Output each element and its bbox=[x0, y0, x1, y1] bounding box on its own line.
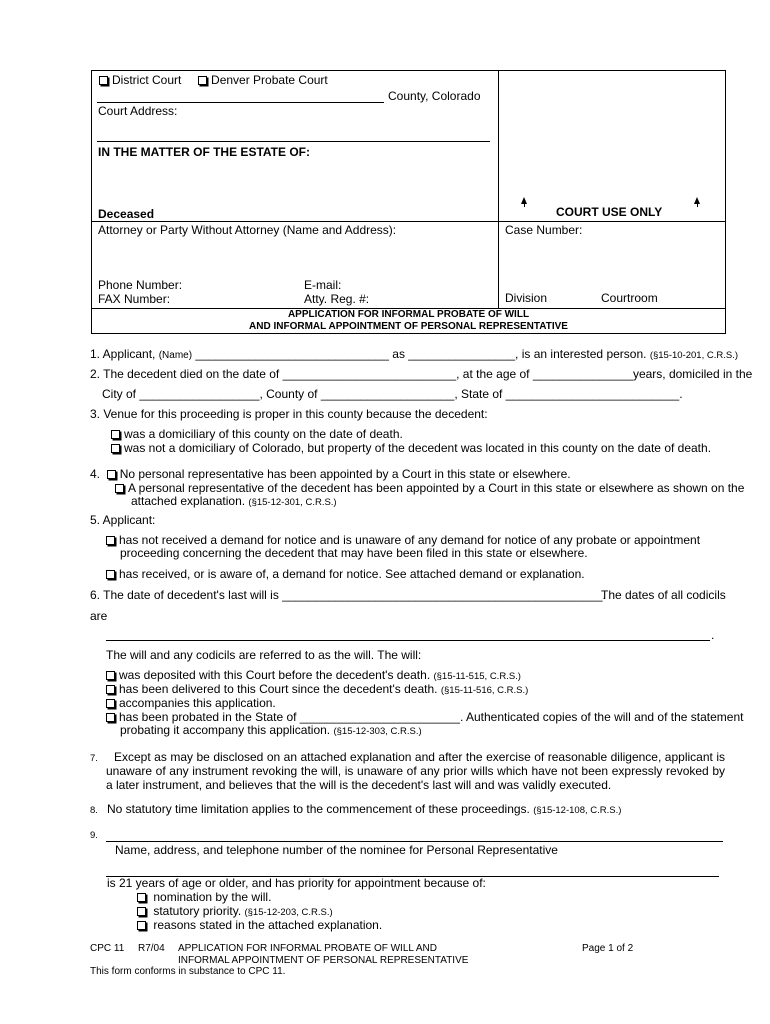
court-use-only-label: COURT USE ONLY bbox=[556, 205, 663, 219]
item-9-number: 9. bbox=[90, 830, 98, 841]
item-1-text-b: _____________________________ as ________________, is an interested person. bbox=[192, 347, 650, 361]
item-1-name-hint: (Name) bbox=[158, 350, 193, 361]
checkbox[interactable] bbox=[106, 699, 115, 708]
item-1 bbox=[90, 347, 738, 361]
item-3-option-1 bbox=[111, 427, 403, 441]
item-9-age: is 21 years of age or older, and has priority for appointment because of: bbox=[107, 876, 486, 890]
checkbox[interactable] bbox=[111, 444, 120, 453]
citation: (§15-12-203, C.R.S.) bbox=[244, 907, 333, 918]
arrow-up-right-icon bbox=[694, 197, 700, 204]
option-label: has not received a demand for notice and is unaware of any demand for notice of any probate or appointment bbox=[119, 533, 701, 547]
item-3: 3. Venue for this proceeding is proper in this county because the decedent: bbox=[90, 407, 488, 421]
item-6-option-2 bbox=[106, 682, 528, 696]
county-blank[interactable] bbox=[97, 102, 384, 103]
district-court-label: District Court bbox=[112, 73, 182, 87]
caption-divider bbox=[498, 70, 499, 308]
form-title-line1: APPLICATION FOR INFORMAL PROBATE OF WILL bbox=[287, 309, 530, 320]
option-label-cont: attached explanation. bbox=[131, 494, 249, 508]
item-6-option-1 bbox=[106, 668, 521, 682]
codicils-period: . bbox=[711, 628, 715, 642]
checkbox[interactable] bbox=[111, 430, 120, 439]
option-label: accompanies this application. bbox=[119, 696, 276, 710]
footer-title-1: APPLICATION FOR INFORMAL PROBATE OF WILL AND bbox=[178, 943, 437, 954]
courtroom-label: Courtroom bbox=[601, 291, 658, 305]
checkbox[interactable] bbox=[115, 484, 124, 493]
item-4-option-2 bbox=[115, 481, 744, 495]
item-7-number: 7. bbox=[90, 753, 98, 764]
nominee-blank[interactable] bbox=[106, 841, 723, 842]
attorney-label: Attorney or Party Without Attorney (Name and Address): bbox=[98, 223, 397, 237]
citation: (§15-11-516, C.R.S.) bbox=[440, 685, 529, 696]
checkbox[interactable] bbox=[137, 921, 146, 930]
item-2-line1: 2. The decedent died on the date of __________________________, at the age of _______________years, domiciled in the bbox=[90, 367, 753, 381]
atty-reg-label: Atty. Reg. #: bbox=[304, 292, 370, 306]
arrow-up-left-icon bbox=[521, 197, 527, 204]
court-address-blank[interactable] bbox=[97, 141, 490, 142]
item-6-option-4 bbox=[106, 710, 744, 724]
item-2-line2: City of __________________, County of ____________________, State of __________________________. bbox=[102, 387, 683, 401]
option-label: has received, or is aware of, a demand for notice. See attached demand or explanation. bbox=[119, 567, 585, 581]
item-6-are: are bbox=[90, 609, 108, 623]
option-label: has been probated in the State of ________________________. Authenticated copies of the will and of the statement bbox=[119, 710, 744, 724]
checkbox[interactable] bbox=[106, 671, 115, 680]
court-checkboxes bbox=[99, 73, 328, 87]
item-6-codicils: The dates of all codicils bbox=[601, 588, 726, 602]
item-8-citation: (§15-12-108, C.R.S.) bbox=[533, 805, 622, 816]
option-label: A personal representative of the decedent has been appointed by a Court in this state or elsewhere as shown on the bbox=[128, 481, 745, 495]
district-court-checkbox[interactable] bbox=[99, 76, 108, 85]
court-address-label: Court Address: bbox=[98, 104, 178, 118]
item-8-number: 8. bbox=[90, 805, 98, 816]
footer-rev: R7/04 bbox=[138, 943, 165, 954]
case-number-label: Case Number: bbox=[505, 223, 583, 237]
item-3-option-2 bbox=[111, 441, 711, 455]
item-5-option-2 bbox=[106, 567, 585, 581]
item-6-line1: 6. The date of decedent's last will is ________________________________________________. bbox=[90, 588, 606, 602]
citation: (§15-11-515, C.R.S.) bbox=[433, 671, 521, 682]
option-label: has been delivered to this Court since the decedent's death. bbox=[119, 682, 441, 696]
nominee-label: Name, address, and telephone number of the nominee for Personal Representative bbox=[115, 843, 558, 857]
form-title-line2: AND INFORMAL APPOINTMENT OF PERSONAL REPRESENTATIVE bbox=[249, 321, 568, 332]
item-6-option-3 bbox=[106, 696, 276, 710]
caption-hline-1 bbox=[91, 221, 726, 222]
option-label: nomination by the will. bbox=[153, 890, 272, 904]
denver-probate-label: Denver Probate Court bbox=[211, 73, 328, 87]
denver-probate-checkbox[interactable] bbox=[198, 76, 207, 85]
item-5-option-1-cont: proceeding concerning the decedent that may have been filed in this state or elsewhere. bbox=[120, 546, 588, 560]
footer-page: Page 1 of 2 bbox=[582, 943, 634, 954]
item-6-option-4-cont bbox=[120, 723, 422, 737]
item-8-label: No statutory time limitation applies to the commencement of these proceedings. bbox=[107, 802, 534, 816]
option-label: No personal representative has been appointed by a Court in this state or elsewhere. bbox=[119, 467, 571, 481]
footer-form-id: CPC 11 bbox=[90, 943, 125, 954]
checkbox[interactable] bbox=[106, 713, 115, 722]
deceased-label: Deceased bbox=[98, 207, 155, 221]
item-9-option-2 bbox=[137, 904, 333, 918]
item-4-option-2-cont bbox=[131, 494, 337, 508]
item-1-text-a: 1. Applicant, bbox=[90, 347, 159, 361]
fax-label: FAX Number: bbox=[98, 292, 171, 306]
division-label: Division bbox=[505, 291, 548, 305]
option-label: was not a domiciliary of Colorado, but property of the decedent was located in this county on the date of death. bbox=[124, 441, 712, 455]
email-label: E-mail: bbox=[304, 278, 342, 292]
item-4-number: 4. bbox=[90, 467, 101, 481]
item-4-option-1 bbox=[90, 467, 571, 481]
item-1-citation: (§15-10-201, C.R.S.) bbox=[649, 350, 738, 361]
item-4-citation: (§15-12-301, C.R.S.) bbox=[248, 497, 337, 508]
option-label-cont: probating it accompany this application. bbox=[120, 723, 334, 737]
checkbox[interactable] bbox=[137, 893, 146, 902]
checkbox[interactable] bbox=[106, 685, 115, 694]
county-colorado-label: County, Colorado bbox=[388, 89, 481, 103]
citation: (§15-12-303, C.R.S.) bbox=[333, 726, 422, 737]
option-label: statutory priority. bbox=[153, 904, 245, 918]
item-9-option-3 bbox=[137, 918, 382, 932]
checkbox[interactable] bbox=[137, 907, 146, 916]
item-5-option-1 bbox=[106, 533, 700, 547]
checkbox[interactable] bbox=[107, 470, 116, 479]
item-8-text bbox=[107, 802, 621, 816]
item-9-option-1 bbox=[137, 890, 271, 904]
item-7-text: Except as may be disclosed on an attached explanation and after the exercise of reasonable diligence, applicant is unaware of any instrument revoking the will, is unaware of any prior wills which have not been expressly revoked by a later instrument, and believes that the will is the decedent's last will and was validly executed. bbox=[106, 750, 725, 792]
in-the-matter-heading: IN THE MATTER OF THE ESTATE OF: bbox=[98, 145, 310, 159]
phone-label: Phone Number: bbox=[98, 278, 183, 292]
option-label: was a domiciliary of this county on the date of death. bbox=[124, 427, 403, 441]
checkbox[interactable] bbox=[106, 570, 115, 579]
codicils-dates-blank[interactable] bbox=[106, 640, 710, 641]
item-6-will-intro: The will and any codicils are referred to as the will. The will: bbox=[106, 648, 422, 662]
footer-title-2: INFORMAL APPOINTMENT OF PERSONAL REPRESENTATIVE bbox=[178, 955, 469, 966]
item-5: 5. Applicant: bbox=[90, 513, 156, 527]
option-label: was deposited with this Court before the decedent's death. bbox=[119, 668, 434, 682]
checkbox[interactable] bbox=[106, 536, 115, 545]
option-label: reasons stated in the attached explanation. bbox=[153, 918, 383, 932]
footer-conforms: This form conforms in substance to CPC 11. bbox=[90, 966, 286, 977]
